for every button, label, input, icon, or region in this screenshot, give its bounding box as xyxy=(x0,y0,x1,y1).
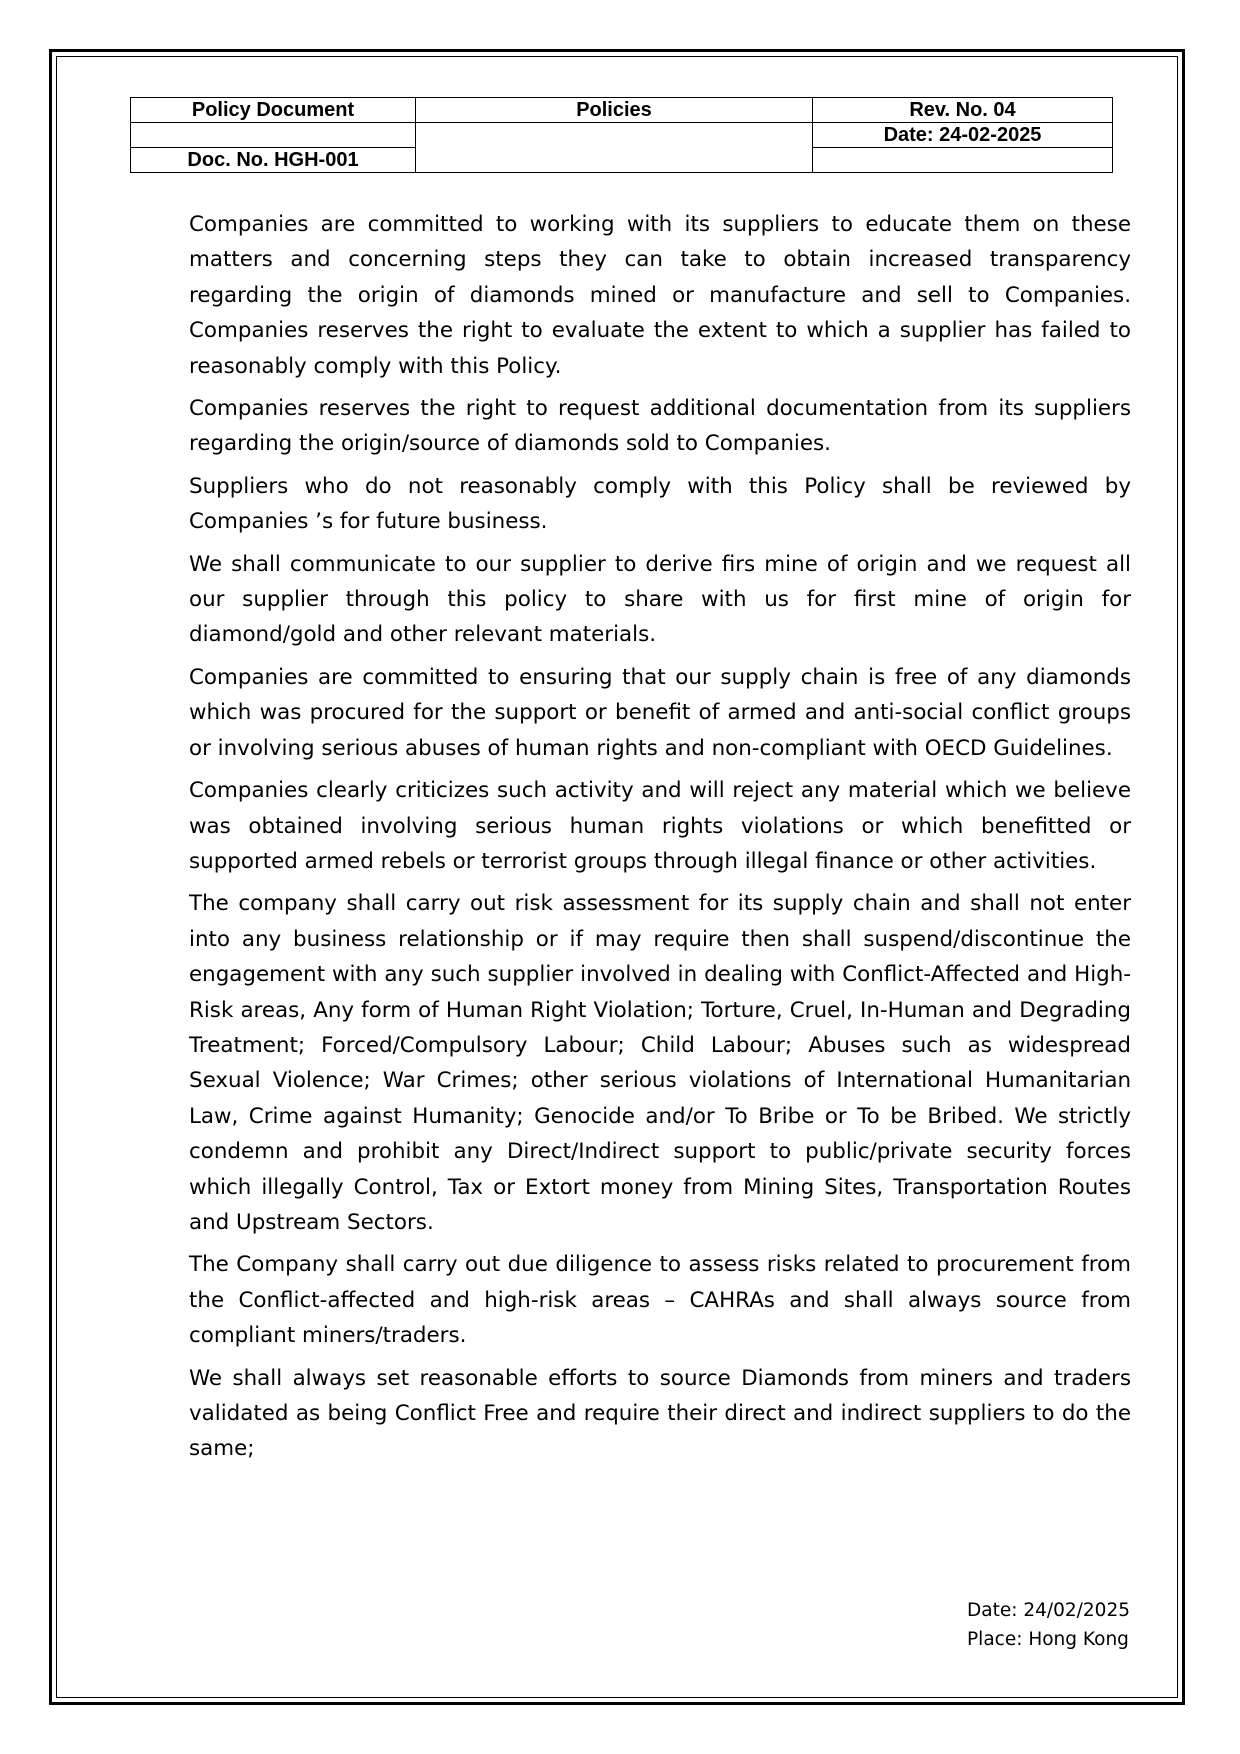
revision-number: Rev. No. 04 xyxy=(813,98,1113,123)
header-row xyxy=(131,123,1113,148)
signature-block xyxy=(967,1596,1130,1654)
document-title: Policies xyxy=(416,98,813,123)
revision-date: Date: 24-02-2025 xyxy=(813,123,1113,148)
policy-paragraph: Companies are committed to ensuring that our supply chain is free of any diamonds which was procured for the support or benefit of armed and anti-social conflict groups or involving serious abuses of human rights and non-compliant with OECD Guidelines. xyxy=(189,664,1131,761)
policy-paragraph: Companies reserves the right to request additional documentation from its suppliers regarding the origin/source of diamonds sold to Companies. xyxy=(189,396,1131,457)
document-number: Doc. No. HGH-001 xyxy=(131,148,416,173)
doc-type-label: Policy Document xyxy=(131,98,416,123)
policy-body xyxy=(189,207,1131,1474)
policy-paragraph: We shall communicate to our supplier to derive firs mine of origin and we request all our supplier through this policy to share with us for first mine of origin for diamond/gold and other relevant materials. xyxy=(189,551,1131,648)
policy-paragraph: The Company shall carry out due diligence to assess risks related to procurement from the Conflict-affected and high-risk areas – CAHRAs and shall always source from compliant miners/traders. xyxy=(189,1252,1131,1349)
document-header-table xyxy=(130,97,1113,173)
empty-cell xyxy=(131,123,416,148)
policy-paragraph: Suppliers who do not reasonably comply with this Policy shall be reviewed by Companies ’s for future business. xyxy=(189,473,1131,535)
policy-paragraph: Companies are committed to working with its suppliers to educate them on these matters and concerning steps they can take to obtain increased transparency regarding the origin of diamonds mined or manufacture and sell to Companies. Companies reserves the right to evaluate the extent to which a supplier has failed to reasonably comply with this Policy. xyxy=(189,212,1131,379)
policy-paragraph: We shall always set reasonable efforts to source Diamonds from miners and traders validated as being Conflict Free and require their direct and indirect suppliers to do the same; xyxy=(189,1365,1131,1462)
footer-place: Place: Hong Kong xyxy=(967,1629,1129,1650)
empty-cell xyxy=(416,123,813,173)
empty-cell xyxy=(813,148,1113,173)
footer-date: Date: 24/02/2025 xyxy=(967,1600,1130,1621)
header-row xyxy=(131,98,1113,123)
policy-paragraph: The company shall carry out risk assessment for its supply chain and shall not enter into any business relationship or if may require then shall suspend/discontinue the engagement with any such supplier involved in dealing with Conflict-Affected and High-Risk areas, Any form of Human Right Violation; Torture, Cruel, In-Human and Degrading Treatment; Forced/Compulsory Labour; Child Labour; Abuses such as widespread Sexual Violence; War Crimes; other serious violations of International Humanitarian Law, Crime against Humanity; Genocide and/or To Bribe or To be Bribed. We strictly condemn and prohibit any Direct/Indirect support to public/private security forces which illegally Control, Tax or Extort money from Mining Sites, Transportation Routes and Upstream Sectors. xyxy=(189,891,1131,1235)
policy-paragraph: Companies clearly criticizes such activity and will reject any material which we believe was obtained involving serious human rights violations or which benefitted or supported armed rebels or terrorist groups through illegal finance or other activities. xyxy=(189,778,1131,874)
